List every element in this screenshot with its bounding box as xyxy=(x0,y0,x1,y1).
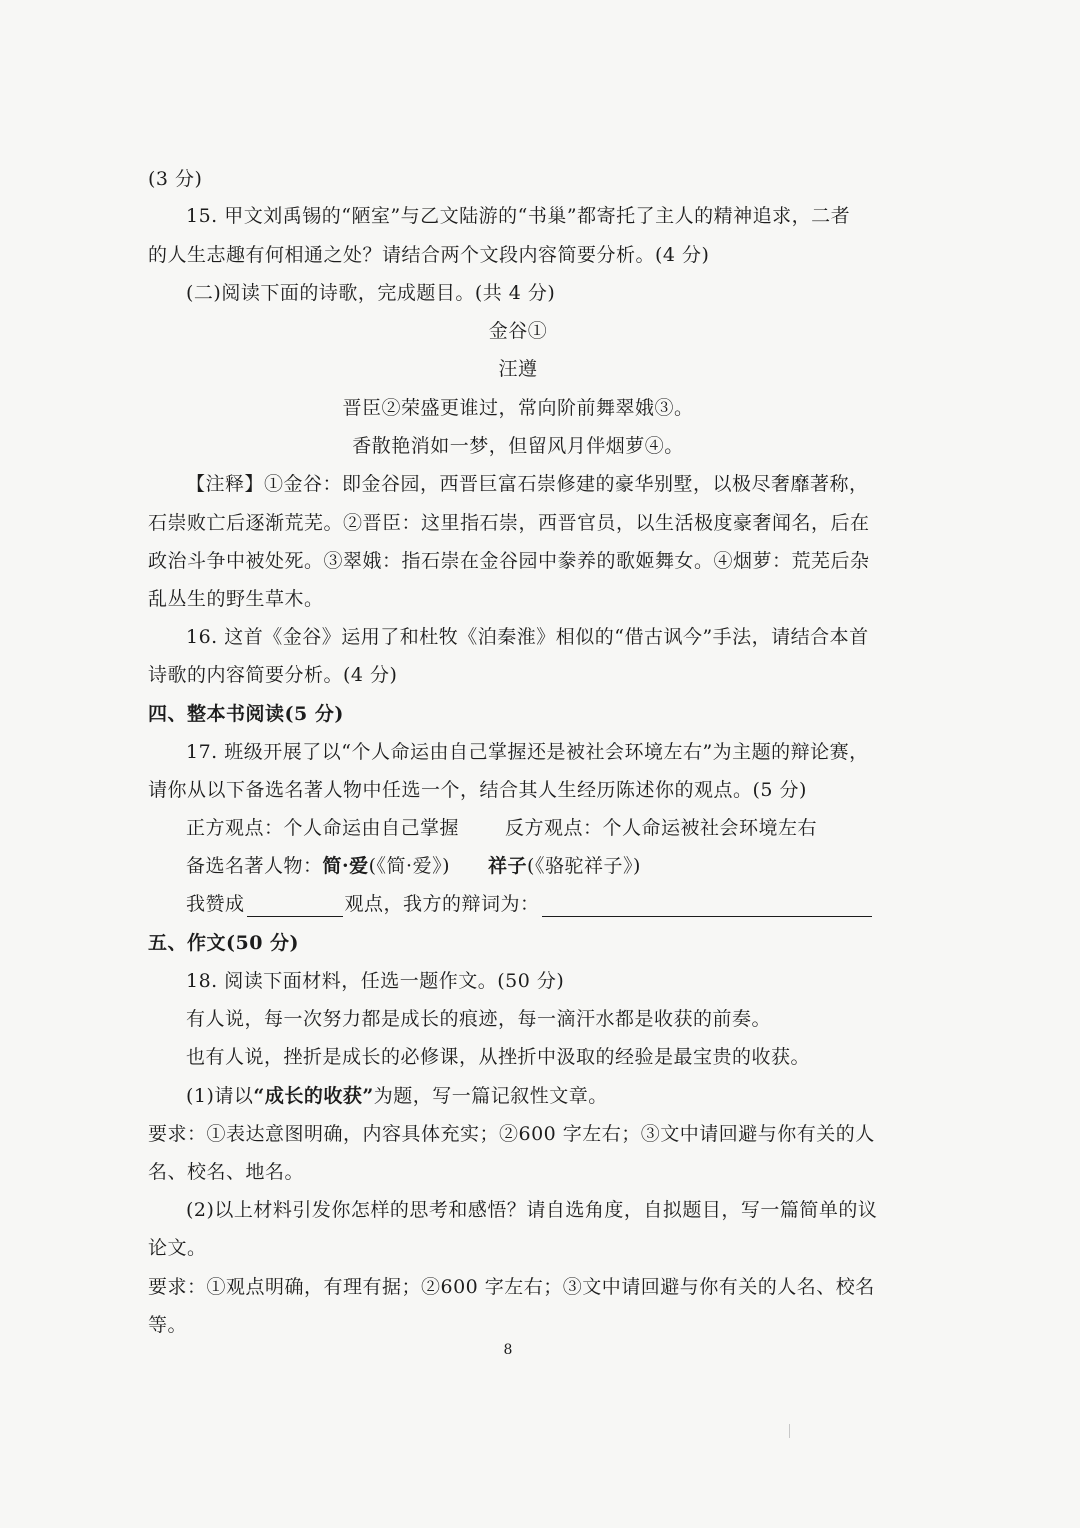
requirements-1-line1: 要求：①表达意图明确，内容具体充实；②600 字左右；③文中请回避与你有关的人 xyxy=(148,1123,875,1145)
question-16-line1: 16. 这首《金谷》运用了和杜牧《泊秦淮》相似的“借古讽今”手法，请结合本首 xyxy=(186,626,869,648)
score-note: (3 分) xyxy=(148,168,203,190)
option-1-suffix: 为题，写一篇记叙性文章。 xyxy=(373,1085,608,1107)
candidates-label: 备选名著人物： xyxy=(186,855,323,877)
question-15-line1: 15. 甲文刘禹锡的“陋室”与乙文陆游的“书巢”都寄托了主人的精神追求，二者 xyxy=(186,205,851,227)
section-4-title: 四、整本书阅读(5 分) xyxy=(148,703,344,725)
candidate-1-name: 简·爱 xyxy=(322,855,369,877)
answer-blank-side[interactable] xyxy=(247,894,343,917)
essay-option-1 xyxy=(186,1083,873,1109)
answer-blank-argument[interactable] xyxy=(542,894,872,917)
agree-middle: 观点，我方的辩词为： xyxy=(344,893,540,915)
requirements-1-line2: 名、校名、地名。 xyxy=(148,1161,305,1183)
poem-line-1: 晋臣②荣盛更谁过，常向阶前舞翠娥③。 xyxy=(342,397,694,419)
pro-view: 正方观点：个人命运由自己掌握 xyxy=(186,817,460,839)
candidate-characters xyxy=(186,853,873,879)
section-5-title: 五、作文(50 分) xyxy=(148,932,300,954)
con-view: 反方观点：个人命运被社会环境左右 xyxy=(505,817,818,839)
annotation-line1: 【注释】①金谷：即金谷园，西晋巨富石崇修建的豪华别墅，以极尽奢靡著称， xyxy=(186,473,869,495)
candidate-2-name: 祥子 xyxy=(488,855,528,877)
question-17-line1: 17. 班级开展了以“个人命运由自己掌握还是被社会环境左右”为主题的辩论赛， xyxy=(186,741,869,763)
part-2-heading: (二)阅读下面的诗歌，完成题目。(共 4 分) xyxy=(186,282,556,304)
debate-views xyxy=(186,815,873,841)
requirements-2-line2: 等。 xyxy=(148,1314,188,1336)
candidate-2-book: (《骆驼祥子》) xyxy=(527,855,641,877)
poem-title: 金谷① xyxy=(488,320,548,342)
annotation-line2: 石崇败亡后逐渐荒芜。②晋臣：这里指石崇，西晋官员，以生活极度豪奢闻名，后在 xyxy=(148,512,870,534)
essay-option-2-line2: 论文。 xyxy=(148,1237,207,1259)
page-number: 8 xyxy=(503,1342,513,1358)
question-15-line2: 的人生志趣有何相通之处？请结合两个文段内容简要分析。(4 分) xyxy=(148,244,710,266)
poem-line-2: 香散艳消如一梦，但留风月伴烟萝④。 xyxy=(352,435,684,457)
material-line1: 有人说，每一次努力都是成长的痕迹，每一滴汗水都是收获的前奏。 xyxy=(186,1008,772,1030)
scan-mark xyxy=(789,1424,790,1438)
material-line2: 也有人说，挫折是成长的必修课，从挫折中汲取的经验是最宝贵的收获。 xyxy=(186,1046,811,1068)
candidate-1-book: (《简·爱》) xyxy=(368,855,451,877)
question-16-line2: 诗歌的内容简要分析。(4 分) xyxy=(148,664,398,686)
annotation-line4: 乱丛生的野生草木。 xyxy=(148,588,324,610)
annotation-line3: 政治斗争中被处死。③翠娥：指石崇在金谷园中豢养的歌姬舞女。④烟萝：荒芜后杂 xyxy=(148,550,870,572)
agree-prefix: 我赞成 xyxy=(186,893,245,915)
option-1-prefix: (1)请以 xyxy=(186,1085,254,1107)
essay-option-2-line1: (2)以上材料引发你怎样的思考和感悟？请自选角度，自拟题目，写一篇简单的议 xyxy=(186,1199,878,1221)
option-1-topic: “成长的收获” xyxy=(253,1085,374,1107)
requirements-2-line1: 要求：①观点明确，有理有据；②600 字左右；③文中请回避与你有关的人名、校名 xyxy=(148,1276,875,1298)
answer-prompt xyxy=(186,891,873,917)
question-18-intro: 18. 阅读下面材料，任选一题作文。(50 分) xyxy=(186,970,565,992)
question-17-line2: 请你从以下备选名著人物中任选一个，结合其人生经历陈述你的观点。(5 分) xyxy=(148,779,807,801)
poem-author: 汪遵 xyxy=(498,358,538,380)
